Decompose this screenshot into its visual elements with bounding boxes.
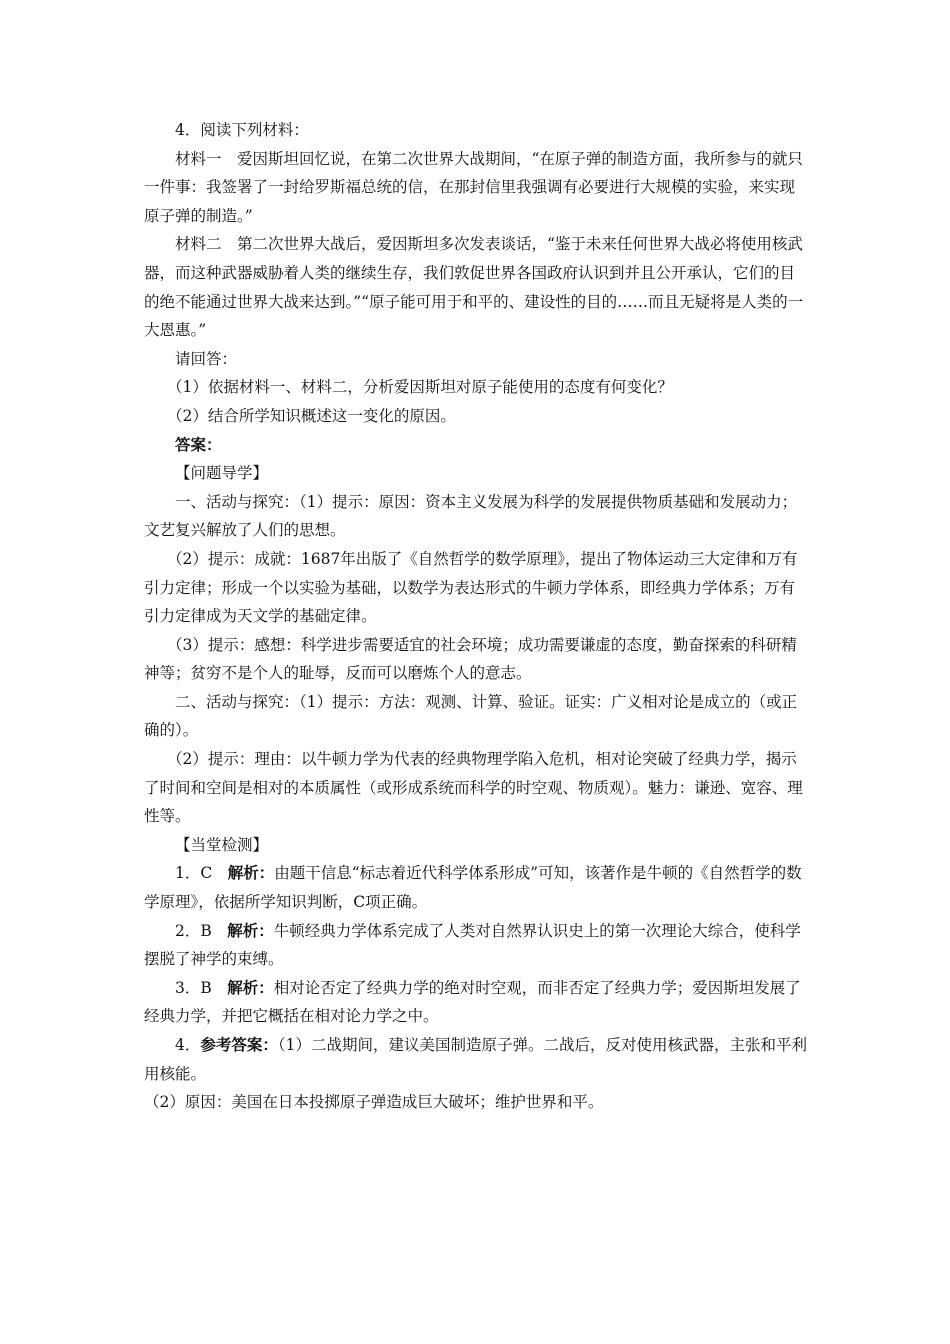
check-item-3: [144, 974, 808, 1031]
check-item-label: 解析：: [227, 977, 274, 997]
check-item-label: 参考答案：: [200, 1035, 278, 1054]
answer-prompt: 请回答：: [175, 349, 238, 368]
check-item-number: 4．: [175, 1036, 201, 1054]
document-page: [144, 116, 808, 1117]
check-item-4: [144, 1031, 808, 1088]
check-item-text: （1）二战期间，建议美国制造原子弹。二战后，反对使用核武器，主张和平利用核能。: [144, 1036, 808, 1083]
guide-heading: 【问题导学】: [175, 464, 269, 483]
check-item-label: 解析：: [227, 920, 274, 940]
sub-question-2: （2）结合所学知识概述这一变化的原因。: [167, 406, 456, 425]
answers-heading: 答案：: [175, 434, 222, 454]
check-heading: 【当堂检测】: [175, 835, 269, 854]
check-final-answer: （2）原因：美国在日本投掷原子弹造成巨大破坏；维护世界和平。: [144, 1093, 604, 1112]
check-item-text: 牛顿经典力学体系完成了人类对自然界认识史上的第一次理论大综合，使科学摆脱了神学的束缚。: [144, 921, 801, 969]
check-item-text: 由题干信息“标志着近代科学体系形成”可知，该著作是牛顿的《自然哲学的数学原理》，依据所学知识判断，C项正确。: [144, 864, 802, 912]
check-item-1: [144, 859, 808, 916]
material-one: 材料一 爱因斯坦回忆说，在第二次世界大战期间，“在原子弹的制造方面，我所参与的就只一件事：我签署了一封给罗斯福总统的信，在那封信里我强调有必要进行大规模的实验，来实现原子弹的制造。”: [144, 149, 803, 225]
sub-question-1: （1）依据材料一、材料二，分析爱因斯坦对原子能使用的态度有何变化？: [167, 378, 673, 397]
guide-answer-2-2: （2）提示：理由：以牛顿力学为代表的经典物理学陷入危机，相对论突破了经典力学，揭示了时间和空间是相对的本质属性（或形成系统而科学的时空观、物质观）。魅力：谦逊、宽容、理性等。: [144, 750, 803, 826]
guide-answer-1-3: （3）提示：感想：科学进步需要适宜的社会环境；成功需要谦虚的态度，勤奋探索的科研精神等；贫穷不是个人的耻辱，反而可以磨炼个人的意志。: [144, 635, 797, 683]
material-two: 材料二 第二次世界大战后，爱因斯坦多次发表谈话，“鉴于未来任何世界大战必将使用核武器，而这种武器威胁着人类的继续生存，我们敦促世界各国政府认识到并且公开承认，它们的目的绝不能通过世界大战来达到。”“原子能可用于和平的、建设性的目的……而且无疑将是人类的一大恩惠。”: [144, 235, 804, 340]
check-item-2: [144, 917, 808, 974]
guide-answer-1-1: 一、活动与探究：（1）提示：原因：资本主义发展为科学的发展提供物质基础和发展动力；文艺复兴解放了人们的思想。: [144, 492, 798, 540]
check-item-number: 2．B: [175, 921, 228, 940]
check-item-number: 1．C: [175, 864, 228, 883]
guide-answer-1-2: （2）提示：成就：1687年出版了《自然哲学的数学原理》，提出了物体运动三大定律和万有引力定律；形成一个以实验为基础，以数学为表达形式的牛顿力学体系，即经典力学体系；万有引力定律成为天文学的基础定律。: [144, 549, 798, 626]
guide-answer-2-1: 二、活动与探究：（1）提示：方法：观测、计算、验证。证实：广义相对论是成立的（或正确的）。: [144, 692, 798, 740]
question-heading: 4．阅读下列材料：: [175, 121, 309, 139]
check-item-text: 相对论否定了经典力学的绝对时空观，而非否定了经典力学；爱因斯坦发展了经典力学，并把它概括在相对论力学之中。: [144, 978, 801, 1026]
check-item-label: 解析：: [227, 863, 275, 883]
check-item-number: 3．B: [175, 978, 228, 997]
